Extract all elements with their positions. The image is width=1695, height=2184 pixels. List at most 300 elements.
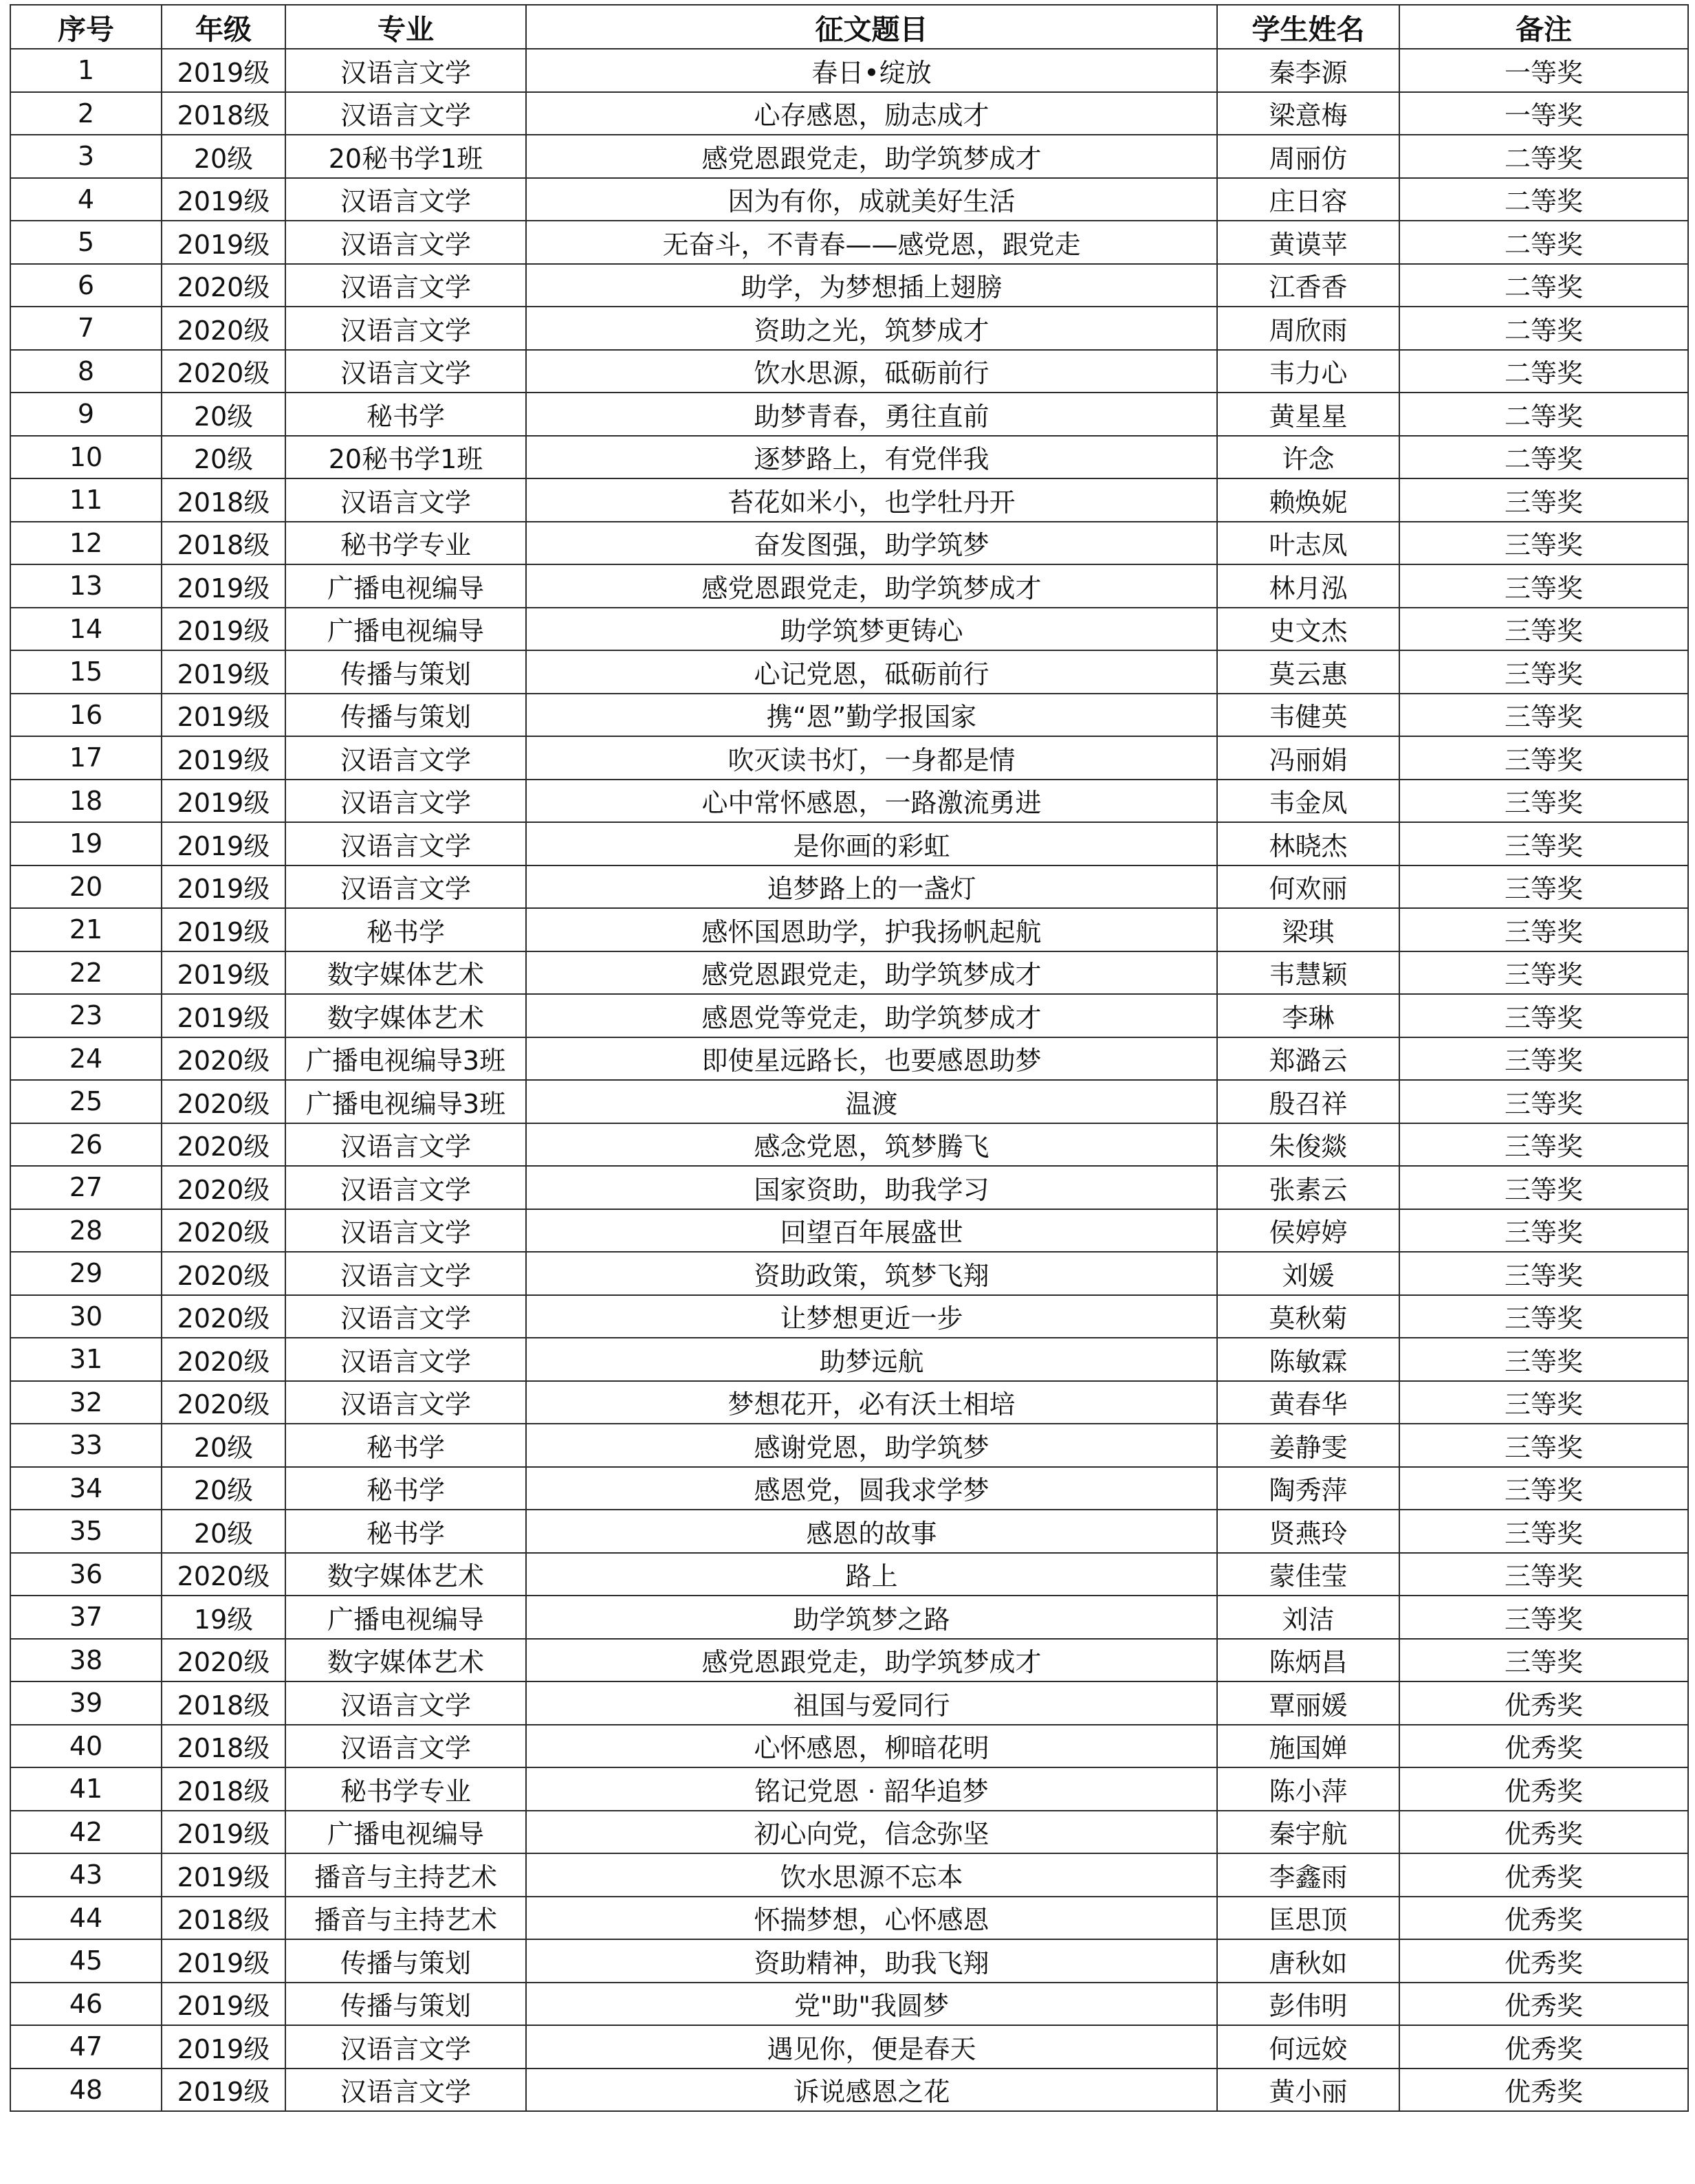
cell-col-major: 秘书学 [285, 393, 526, 436]
cell-col-index: 4 [10, 178, 162, 221]
cell-col-major: 秘书学 [285, 908, 526, 951]
cell-col-student-name: 蒙佳莹 [1217, 1553, 1399, 1596]
cell-col-essay-title: 让梦想更近一步 [526, 1295, 1217, 1338]
cell-col-essay-title: 国家资助，助我学习 [526, 1166, 1217, 1209]
cell-col-major: 数字媒体艺术 [285, 994, 526, 1037]
cell-col-student-name: 黄春华 [1217, 1381, 1399, 1424]
cell-col-major: 汉语言文学 [285, 1725, 526, 1768]
cell-col-student-name: 匡思顶 [1217, 1897, 1399, 1940]
cell-col-remark: 三等奖 [1399, 1553, 1688, 1596]
cell-col-grade: 2019级 [162, 694, 285, 737]
table-row [10, 1037, 1688, 1081]
cell-col-remark: 优秀奖 [1399, 1681, 1688, 1725]
cell-col-remark: 一等奖 [1399, 49, 1688, 92]
cell-col-grade: 2020级 [162, 1123, 285, 1167]
cell-col-essay-title: 逐梦路上，有党伴我 [526, 436, 1217, 479]
cell-col-grade: 2019级 [162, 1811, 285, 1854]
cell-col-grade: 2019级 [162, 994, 285, 1037]
cell-col-grade: 2019级 [162, 2025, 285, 2069]
cell-col-index: 47 [10, 2025, 162, 2069]
table-row [10, 1252, 1688, 1295]
table-row [10, 1510, 1688, 1553]
cell-col-index: 40 [10, 1725, 162, 1768]
cell-col-student-name: 许念 [1217, 436, 1399, 479]
cell-col-essay-title: 回望百年展盛世 [526, 1209, 1217, 1253]
table-row [10, 1553, 1688, 1596]
table-row [10, 908, 1688, 951]
cell-col-grade: 2019级 [162, 865, 285, 909]
cell-col-grade: 2018级 [162, 1767, 285, 1811]
cell-col-grade: 2020级 [162, 1553, 285, 1596]
table-row [10, 822, 1688, 865]
cell-col-essay-title: 感党恩跟党走，助学筑梦成才 [526, 135, 1217, 178]
cell-col-student-name: 庄日容 [1217, 178, 1399, 221]
cell-col-grade: 2020级 [162, 1639, 285, 1682]
table-row [10, 92, 1688, 135]
table-row [10, 694, 1688, 737]
table-row [10, 436, 1688, 479]
cell-col-grade: 2018级 [162, 92, 285, 135]
cell-col-index: 46 [10, 1983, 162, 2026]
cell-col-student-name: 林晓杰 [1217, 822, 1399, 865]
cell-col-remark: 二等奖 [1399, 436, 1688, 479]
cell-col-remark: 三等奖 [1399, 1123, 1688, 1167]
cell-col-essay-title: 感谢党恩，助学筑梦 [526, 1424, 1217, 1467]
cell-col-essay-title: 资助精神，助我飞翔 [526, 1939, 1217, 1983]
table-row [10, 221, 1688, 264]
cell-col-student-name: 陈敏霖 [1217, 1338, 1399, 1381]
cell-col-major: 汉语言文学 [285, 350, 526, 393]
cell-col-student-name: 江香香 [1217, 264, 1399, 307]
cell-col-index: 26 [10, 1123, 162, 1167]
cell-col-index: 33 [10, 1424, 162, 1467]
cell-col-major: 汉语言文学 [285, 1681, 526, 1725]
cell-col-major: 汉语言文学 [285, 1209, 526, 1253]
cell-col-remark: 一等奖 [1399, 92, 1688, 135]
cell-col-index: 31 [10, 1338, 162, 1381]
cell-col-essay-title: 苔花如米小，也学牡丹开 [526, 478, 1217, 522]
cell-col-remark: 三等奖 [1399, 1467, 1688, 1510]
table-row [10, 1166, 1688, 1209]
cell-col-major: 汉语言文学 [285, 1252, 526, 1295]
cell-col-student-name: 刘洁 [1217, 1596, 1399, 1639]
cell-col-remark: 三等奖 [1399, 865, 1688, 909]
cell-col-index: 20 [10, 865, 162, 909]
cell-col-student-name: 秦宇航 [1217, 1811, 1399, 1854]
cell-col-essay-title: 奋发图强，助学筑梦 [526, 522, 1217, 565]
cell-col-student-name: 韦健英 [1217, 694, 1399, 737]
cell-col-grade: 2019级 [162, 951, 285, 995]
table-row [10, 650, 1688, 694]
cell-col-grade: 2020级 [162, 1037, 285, 1081]
cell-col-major: 广播电视编导 [285, 1811, 526, 1854]
cell-col-remark: 优秀奖 [1399, 2069, 1688, 2112]
cell-col-major: 汉语言文学 [285, 221, 526, 264]
table-row [10, 1295, 1688, 1338]
cell-col-grade: 2019级 [162, 221, 285, 264]
cell-col-major: 数字媒体艺术 [285, 951, 526, 995]
cell-col-index: 28 [10, 1209, 162, 1253]
cell-col-grade: 2018级 [162, 1681, 285, 1725]
cell-col-remark: 三等奖 [1399, 780, 1688, 823]
cell-col-student-name: 陈小萍 [1217, 1767, 1399, 1811]
cell-col-student-name: 梁意梅 [1217, 92, 1399, 135]
cell-col-major: 传播与策划 [285, 1983, 526, 2026]
cell-col-remark: 三等奖 [1399, 650, 1688, 694]
cell-col-grade: 2020级 [162, 350, 285, 393]
table-row [10, 2069, 1688, 2112]
cell-col-remark: 三等奖 [1399, 522, 1688, 565]
cell-col-essay-title: 感念党恩，筑梦腾飞 [526, 1123, 1217, 1167]
cell-col-grade: 19级 [162, 1596, 285, 1639]
cell-col-grade: 2019级 [162, 650, 285, 694]
cell-col-remark: 三等奖 [1399, 1338, 1688, 1381]
cell-col-essay-title: 助学筑梦之路 [526, 1596, 1217, 1639]
cell-col-remark: 三等奖 [1399, 1639, 1688, 1682]
cell-col-remark: 二等奖 [1399, 264, 1688, 307]
cell-col-index: 6 [10, 264, 162, 307]
cell-col-index: 14 [10, 608, 162, 651]
cell-col-grade: 20级 [162, 393, 285, 436]
cell-col-index: 48 [10, 2069, 162, 2112]
cell-col-essay-title: 即使星远路长，也要感恩助梦 [526, 1037, 1217, 1081]
cell-col-student-name: 莫秋菊 [1217, 1295, 1399, 1338]
table-row [10, 264, 1688, 307]
cell-col-remark: 三等奖 [1399, 994, 1688, 1037]
cell-col-index: 17 [10, 736, 162, 780]
cell-col-major: 广播电视编导3班 [285, 1037, 526, 1081]
cell-col-index: 9 [10, 393, 162, 436]
header-col-major: 专业 [285, 5, 526, 49]
cell-col-grade: 2019级 [162, 908, 285, 951]
cell-col-index: 45 [10, 1939, 162, 1983]
cell-col-remark: 优秀奖 [1399, 1983, 1688, 2026]
cell-col-major: 20秘书学1班 [285, 436, 526, 479]
cell-col-student-name: 冯丽娟 [1217, 736, 1399, 780]
cell-col-major: 汉语言文学 [285, 2069, 526, 2112]
cell-col-major: 汉语言文学 [285, 264, 526, 307]
cell-col-grade: 2019级 [162, 49, 285, 92]
cell-col-remark: 三等奖 [1399, 478, 1688, 522]
table-row [10, 865, 1688, 909]
cell-col-major: 传播与策划 [285, 1939, 526, 1983]
cell-col-index: 19 [10, 822, 162, 865]
cell-col-major: 秘书学专业 [285, 1767, 526, 1811]
table-row [10, 780, 1688, 823]
cell-col-major: 汉语言文学 [285, 92, 526, 135]
cell-col-remark: 优秀奖 [1399, 1853, 1688, 1897]
cell-col-essay-title: 感党恩跟党走，助学筑梦成才 [526, 564, 1217, 608]
cell-col-student-name: 周欣雨 [1217, 307, 1399, 350]
cell-col-remark: 优秀奖 [1399, 1725, 1688, 1768]
cell-col-major: 秘书学 [285, 1424, 526, 1467]
cell-col-index: 23 [10, 994, 162, 1037]
cell-col-grade: 2020级 [162, 307, 285, 350]
cell-col-student-name: 林月泓 [1217, 564, 1399, 608]
cell-col-grade: 2019级 [162, 1983, 285, 2026]
cell-col-essay-title: 助梦远航 [526, 1338, 1217, 1381]
table-row [10, 393, 1688, 436]
table-row [10, 1939, 1688, 1983]
cell-col-index: 12 [10, 522, 162, 565]
table-row [10, 1424, 1688, 1467]
cell-col-major: 传播与策划 [285, 694, 526, 737]
header-col-index: 序号 [10, 5, 162, 49]
header-row [10, 5, 1688, 49]
cell-col-index: 42 [10, 1811, 162, 1854]
cell-col-student-name: 李琳 [1217, 994, 1399, 1037]
table-row [10, 1767, 1688, 1811]
cell-col-index: 1 [10, 49, 162, 92]
cell-col-major: 汉语言文学 [285, 1295, 526, 1338]
header-col-remark: 备注 [1399, 5, 1688, 49]
cell-col-student-name: 姜静雯 [1217, 1424, 1399, 1467]
cell-col-index: 30 [10, 1295, 162, 1338]
table-row [10, 1897, 1688, 1940]
cell-col-student-name: 何欢丽 [1217, 865, 1399, 909]
cell-col-major: 汉语言文学 [285, 307, 526, 350]
cell-col-index: 8 [10, 350, 162, 393]
cell-col-essay-title: 是你画的彩虹 [526, 822, 1217, 865]
cell-col-grade: 2020级 [162, 1080, 285, 1123]
cell-col-student-name: 李鑫雨 [1217, 1853, 1399, 1897]
cell-col-essay-title: 温渡 [526, 1080, 1217, 1123]
cell-col-grade: 2018级 [162, 1725, 285, 1768]
cell-col-grade: 2020级 [162, 1166, 285, 1209]
cell-col-essay-title: 心中常怀感恩，一路激流勇进 [526, 780, 1217, 823]
table-row [10, 135, 1688, 178]
cell-col-student-name: 黄星星 [1217, 393, 1399, 436]
cell-col-major: 20秘书学1班 [285, 135, 526, 178]
cell-col-remark: 三等奖 [1399, 951, 1688, 995]
table-row [10, 608, 1688, 651]
cell-col-essay-title: 无奋斗，不青春——感党恩，跟党走 [526, 221, 1217, 264]
cell-col-essay-title: 资助之光，筑梦成才 [526, 307, 1217, 350]
cell-col-remark: 三等奖 [1399, 822, 1688, 865]
table-row [10, 522, 1688, 565]
cell-col-remark: 二等奖 [1399, 350, 1688, 393]
cell-col-major: 汉语言文学 [285, 822, 526, 865]
cell-col-student-name: 黄谟苹 [1217, 221, 1399, 264]
table-row [10, 1381, 1688, 1424]
cell-col-major: 数字媒体艺术 [285, 1553, 526, 1596]
cell-col-student-name: 覃丽媛 [1217, 1681, 1399, 1725]
cell-col-remark: 三等奖 [1399, 1596, 1688, 1639]
cell-col-grade: 20级 [162, 1510, 285, 1553]
cell-col-grade: 2018级 [162, 478, 285, 522]
cell-col-essay-title: 追梦路上的一盏灯 [526, 865, 1217, 909]
cell-col-index: 38 [10, 1639, 162, 1682]
cell-col-major: 汉语言文学 [285, 780, 526, 823]
cell-col-remark: 三等奖 [1399, 564, 1688, 608]
cell-col-remark: 二等奖 [1399, 135, 1688, 178]
cell-col-essay-title: 携“恩”勤学报国家 [526, 694, 1217, 737]
cell-col-grade: 2020级 [162, 1338, 285, 1381]
cell-col-grade: 2019级 [162, 822, 285, 865]
cell-col-major: 汉语言文学 [285, 1338, 526, 1381]
cell-col-remark: 三等奖 [1399, 736, 1688, 780]
cell-col-student-name: 史文杰 [1217, 608, 1399, 651]
cell-col-remark: 二等奖 [1399, 393, 1688, 436]
cell-col-essay-title: 资助政策，筑梦飞翔 [526, 1252, 1217, 1295]
cell-col-essay-title: 春日•绽放 [526, 49, 1217, 92]
table-row [10, 736, 1688, 780]
cell-col-essay-title: 路上 [526, 1553, 1217, 1596]
cell-col-remark: 优秀奖 [1399, 1811, 1688, 1854]
cell-col-student-name: 秦李源 [1217, 49, 1399, 92]
cell-col-remark: 优秀奖 [1399, 2025, 1688, 2069]
cell-col-essay-title: 心怀感恩，柳暗花明 [526, 1725, 1217, 1768]
cell-col-grade: 2020级 [162, 1252, 285, 1295]
cell-col-major: 汉语言文学 [285, 1123, 526, 1167]
cell-col-student-name: 朱俊燚 [1217, 1123, 1399, 1167]
cell-col-grade: 20级 [162, 1467, 285, 1510]
cell-col-remark: 三等奖 [1399, 1295, 1688, 1338]
cell-col-index: 36 [10, 1553, 162, 1596]
cell-col-remark: 三等奖 [1399, 1510, 1688, 1553]
table-row [10, 564, 1688, 608]
table-row [10, 1853, 1688, 1897]
cell-col-index: 41 [10, 1767, 162, 1811]
cell-col-essay-title: 祖国与爱同行 [526, 1681, 1217, 1725]
cell-col-index: 21 [10, 908, 162, 951]
table-row [10, 1596, 1688, 1639]
table-row [10, 1080, 1688, 1123]
cell-col-essay-title: 饮水思源，砥砺前行 [526, 350, 1217, 393]
cell-col-index: 27 [10, 1166, 162, 1209]
header-col-student-name: 学生姓名 [1217, 5, 1399, 49]
table-row [10, 2025, 1688, 2069]
cell-col-index: 43 [10, 1853, 162, 1897]
table-row [10, 49, 1688, 92]
cell-col-grade: 2020级 [162, 264, 285, 307]
table-row [10, 1983, 1688, 2026]
cell-col-remark: 二等奖 [1399, 221, 1688, 264]
cell-col-remark: 三等奖 [1399, 1080, 1688, 1123]
cell-col-essay-title: 心记党恩，砥砺前行 [526, 650, 1217, 694]
table-row [10, 1123, 1688, 1167]
cell-col-essay-title: 助梦青春，勇往直前 [526, 393, 1217, 436]
cell-col-grade: 2019级 [162, 178, 285, 221]
table-row [10, 1338, 1688, 1381]
cell-col-student-name: 周丽仿 [1217, 135, 1399, 178]
cell-col-grade: 2020级 [162, 1209, 285, 1253]
cell-col-grade: 2019级 [162, 608, 285, 651]
table-row [10, 1811, 1688, 1854]
cell-col-essay-title: 铭记党恩 · 韶华追梦 [526, 1767, 1217, 1811]
cell-col-student-name: 陶秀萍 [1217, 1467, 1399, 1510]
cell-col-remark: 三等奖 [1399, 1166, 1688, 1209]
cell-col-essay-title: 感党恩跟党走，助学筑梦成才 [526, 1639, 1217, 1682]
cell-col-student-name: 何远姣 [1217, 2025, 1399, 2069]
cell-col-essay-title: 因为有你，成就美好生活 [526, 178, 1217, 221]
cell-col-major: 秘书学 [285, 1467, 526, 1510]
cell-col-essay-title: 饮水思源不忘本 [526, 1853, 1217, 1897]
cell-col-index: 22 [10, 951, 162, 995]
cell-col-student-name: 郑潞云 [1217, 1037, 1399, 1081]
cell-col-index: 5 [10, 221, 162, 264]
cell-col-index: 44 [10, 1897, 162, 1940]
cell-col-essay-title: 梦想花开，必有沃土相培 [526, 1381, 1217, 1424]
cell-col-index: 2 [10, 92, 162, 135]
cell-col-student-name: 陈炳昌 [1217, 1639, 1399, 1682]
cell-col-remark: 三等奖 [1399, 1252, 1688, 1295]
cell-col-essay-title: 怀揣梦想，心怀感恩 [526, 1897, 1217, 1940]
cell-col-major: 汉语言文学 [285, 178, 526, 221]
cell-col-remark: 三等奖 [1399, 1381, 1688, 1424]
cell-col-grade: 2018级 [162, 1897, 285, 1940]
cell-col-grade: 2019级 [162, 736, 285, 780]
cell-col-major: 传播与策划 [285, 650, 526, 694]
header-col-essay-title: 征文题目 [526, 5, 1217, 49]
cell-col-student-name: 韦金凤 [1217, 780, 1399, 823]
cell-col-major: 汉语言文学 [285, 1166, 526, 1209]
cell-col-essay-title: 感恩党等党走，助学筑梦成才 [526, 994, 1217, 1037]
cell-col-index: 34 [10, 1467, 162, 1510]
cell-col-major: 汉语言文学 [285, 478, 526, 522]
cell-col-essay-title: 诉说感恩之花 [526, 2069, 1217, 2112]
cell-col-major: 广播电视编导 [285, 1596, 526, 1639]
cell-col-major: 播音与主持艺术 [285, 1897, 526, 1940]
cell-col-student-name: 黄小丽 [1217, 2069, 1399, 2112]
cell-col-major: 汉语言文学 [285, 1381, 526, 1424]
cell-col-essay-title: 吹灭读书灯，一身都是情 [526, 736, 1217, 780]
cell-col-grade: 2020级 [162, 1295, 285, 1338]
cell-col-index: 18 [10, 780, 162, 823]
cell-col-remark: 三等奖 [1399, 608, 1688, 651]
cell-col-index: 3 [10, 135, 162, 178]
cell-col-major: 秘书学 [285, 1510, 526, 1553]
cell-col-index: 39 [10, 1681, 162, 1725]
cell-col-grade: 20级 [162, 1424, 285, 1467]
cell-col-student-name: 叶志凤 [1217, 522, 1399, 565]
cell-col-remark: 三等奖 [1399, 694, 1688, 737]
award-table [10, 4, 1689, 2112]
cell-col-grade: 2019级 [162, 1939, 285, 1983]
table-row [10, 1467, 1688, 1510]
cell-col-major: 汉语言文学 [285, 736, 526, 780]
cell-col-major: 数字媒体艺术 [285, 1639, 526, 1682]
cell-col-index: 7 [10, 307, 162, 350]
cell-col-essay-title: 感恩党，圆我求学梦 [526, 1467, 1217, 1510]
cell-col-remark: 优秀奖 [1399, 1939, 1688, 1983]
cell-col-student-name: 张素云 [1217, 1166, 1399, 1209]
cell-col-student-name: 殷召祥 [1217, 1080, 1399, 1123]
cell-col-remark: 三等奖 [1399, 1209, 1688, 1253]
cell-col-remark: 优秀奖 [1399, 1897, 1688, 1940]
cell-col-index: 15 [10, 650, 162, 694]
table-row [10, 350, 1688, 393]
cell-col-student-name: 唐秋如 [1217, 1939, 1399, 1983]
cell-col-index: 24 [10, 1037, 162, 1081]
cell-col-index: 32 [10, 1381, 162, 1424]
cell-col-essay-title: 感怀国恩助学，护我扬帆起航 [526, 908, 1217, 951]
cell-col-student-name: 侯婷婷 [1217, 1209, 1399, 1253]
cell-col-grade: 2019级 [162, 564, 285, 608]
header-col-grade: 年级 [162, 5, 285, 49]
cell-col-major: 汉语言文学 [285, 49, 526, 92]
cell-col-remark: 优秀奖 [1399, 1767, 1688, 1811]
cell-col-essay-title: 初心向党，信念弥坚 [526, 1811, 1217, 1854]
cell-col-grade: 2020级 [162, 1381, 285, 1424]
table-row [10, 951, 1688, 995]
cell-col-major: 播音与主持艺术 [285, 1853, 526, 1897]
cell-col-grade: 2019级 [162, 1853, 285, 1897]
cell-col-major: 汉语言文学 [285, 865, 526, 909]
cell-col-index: 10 [10, 436, 162, 479]
cell-col-major: 秘书学专业 [285, 522, 526, 565]
cell-col-student-name: 韦慧颖 [1217, 951, 1399, 995]
